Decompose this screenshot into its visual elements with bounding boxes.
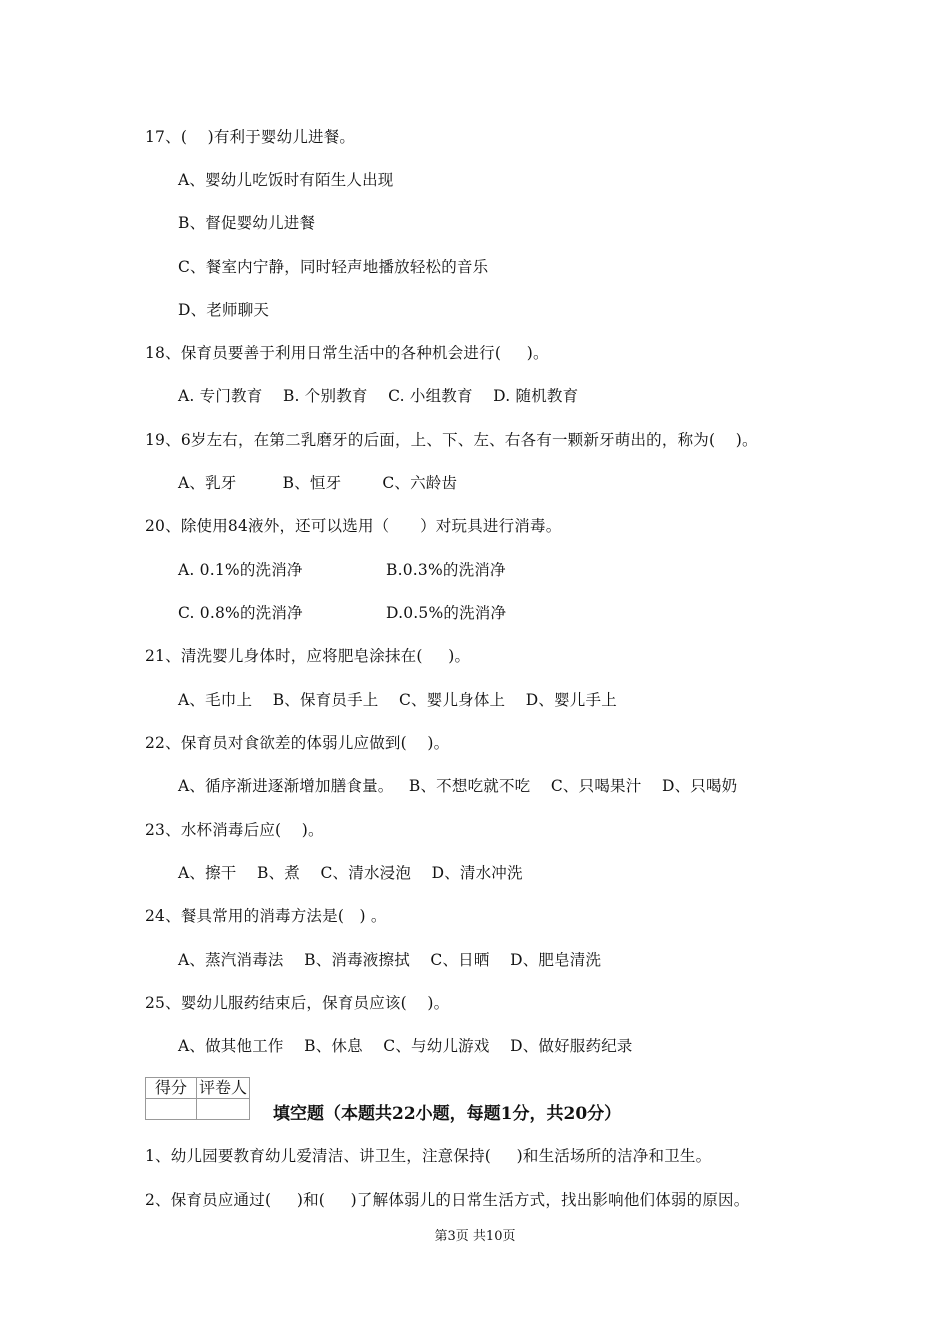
options-25: A、做其他工作 B、休息 C、与幼儿游戏 D、做好服药纪录 (178, 1037, 633, 1055)
option-17-b: B、督促婴幼儿进餐 (178, 214, 316, 232)
score-label: 得分 (146, 1078, 197, 1099)
option-17-a: A、婴幼儿吃饭时有陌生人出现 (178, 171, 394, 189)
option-20-d: D.0.5%的洗消净 (386, 604, 507, 622)
page-footer: 第3页 共10页 (434, 1229, 516, 1244)
options-19: A、乳牙 B、恒牙 C、六龄齿 (178, 474, 458, 492)
question-21: 21、清洗婴儿身体时，应将肥皂涂抹在( )。 (145, 647, 471, 665)
question-19: 19、6岁左右，在第二乳磨牙的后面，上、下、左、右各有一颗新牙萌出的，称为( )。 (145, 431, 758, 449)
fill-question-1: 1、幼儿园要教育幼儿爱清洁、讲卫生，注意保持( )和生活场所的洁净和卫生。 (145, 1147, 712, 1165)
option-20-b: B.0.3%的洗消净 (386, 561, 506, 579)
options-21: A、毛巾上 B、保育员手上 C、婴儿身体上 D、婴儿手上 (178, 691, 617, 709)
question-25: 25、婴幼儿服药结束后，保育员应该( )。 (145, 994, 450, 1012)
option-20-a: A. 0.1%的洗消净 (178, 561, 303, 579)
question-18: 18、保育员要善于利用日常生活中的各种机会进行( )。 (145, 344, 549, 362)
options-22: A、循序渐进逐渐增加膳食量。 B、不想吃就不吃 C、只喝果汁 D、只喝奶 (178, 777, 738, 795)
reviewer-label: 评卷人 (197, 1078, 250, 1099)
options-18: A. 专门教育 B. 个别教育 C. 小组教育 D. 随机教育 (178, 387, 579, 405)
question-24: 24、餐具常用的消毒方法是( ) 。 (145, 907, 387, 925)
option-17-c: C、餐室内宁静，同时轻声地播放轻松的音乐 (178, 258, 489, 276)
section-title: 填空题（本题共22小题，每题1分，共20分） (273, 1104, 622, 1124)
options-23: A、擦干 B、煮 C、清水浸泡 D、清水冲洗 (178, 864, 523, 882)
option-20-c: C. 0.8%的洗消净 (178, 604, 303, 622)
question-20: 20、除使用84液外，还可以选用（ ）对玩具进行消毒。 (145, 517, 562, 535)
question-23: 23、水杯消毒后应( )。 (145, 821, 324, 839)
question-22: 22、保育员对食欲差的体弱儿应做到( )。 (145, 734, 450, 752)
question-17: 17、( )有利于婴幼儿进餐。 (145, 128, 356, 146)
option-17-d: D、老师聊天 (178, 301, 270, 319)
options-24: A、蒸汽消毒法 B、消毒液擦拭 C、日晒 D、肥皂清洗 (178, 951, 602, 969)
reviewer-cell[interactable] (197, 1099, 250, 1120)
score-table (145, 1077, 250, 1120)
fill-question-2: 2、保育员应通过( )和( )了解体弱儿的日常生活方式，找出影响他们体弱的原因。 (145, 1191, 750, 1209)
score-cell[interactable] (146, 1099, 197, 1120)
